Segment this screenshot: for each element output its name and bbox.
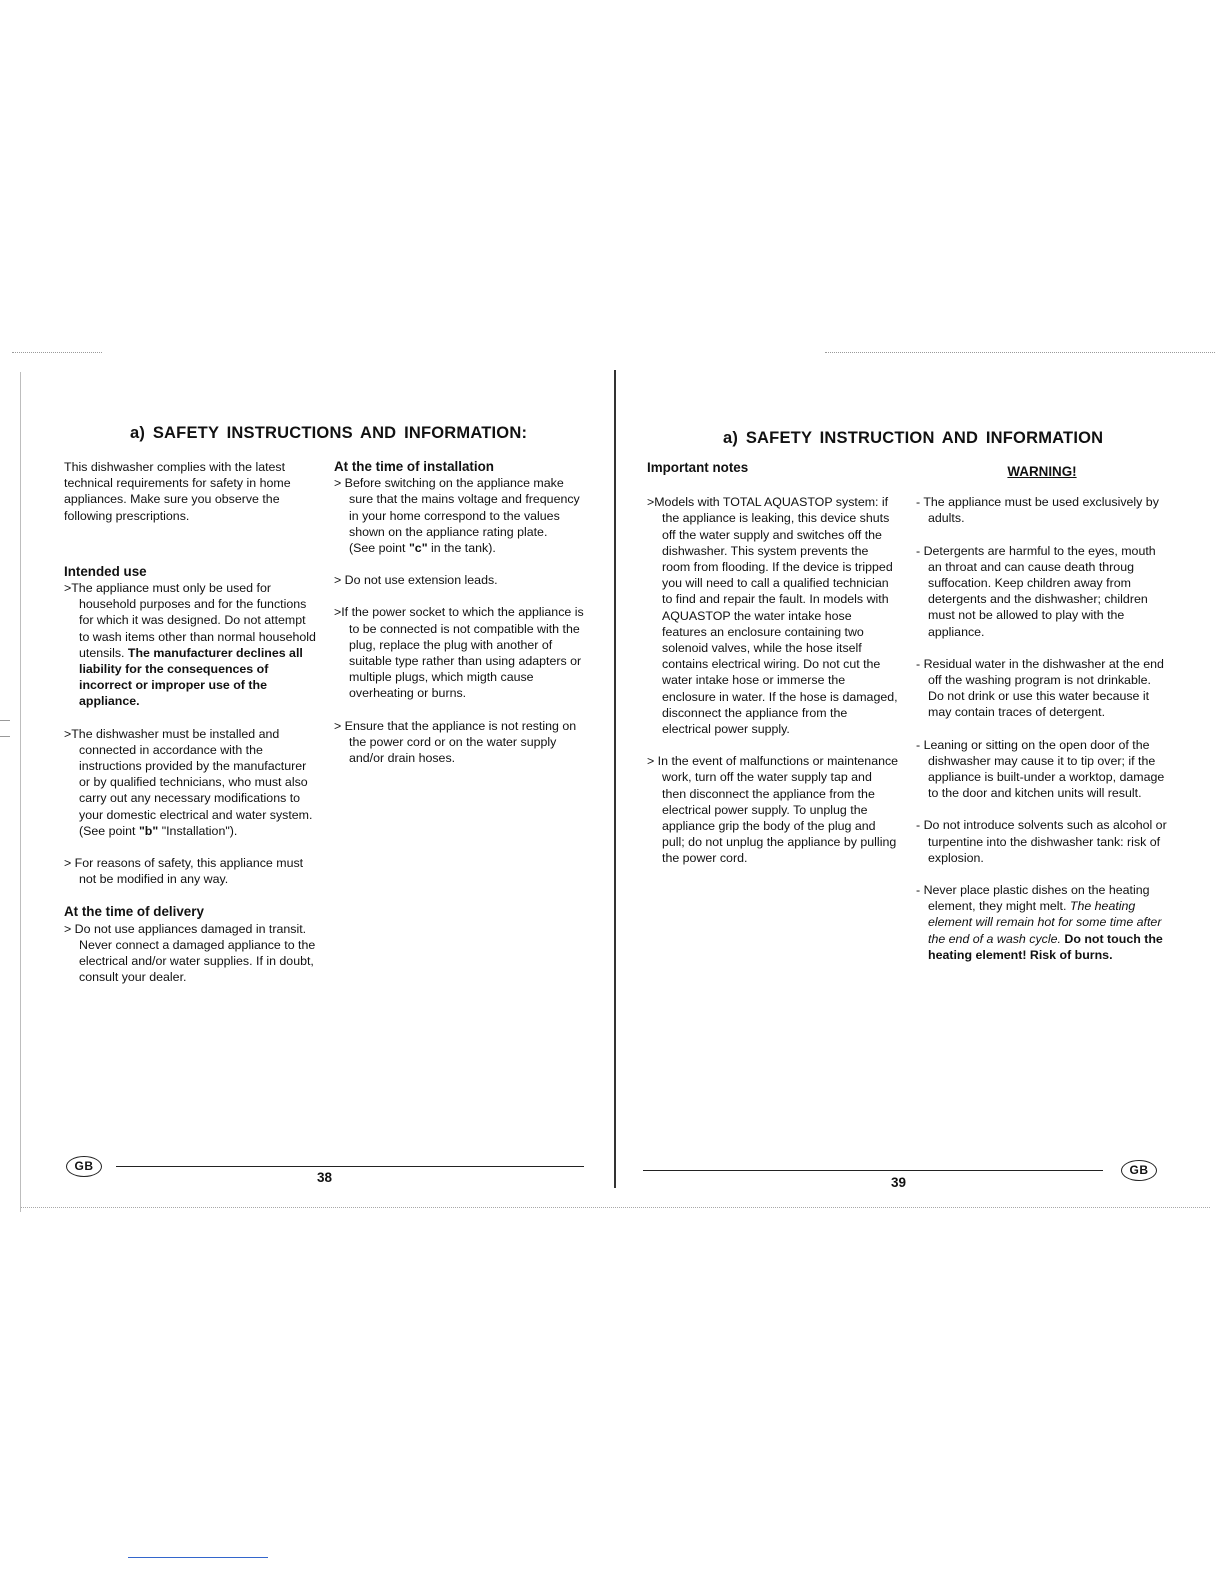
left-page-title: a) SAFETY INSTRUCTIONS AND INFORMATION: bbox=[130, 424, 528, 442]
intended-use-text: >The appliance must only be used for household purposes and for the functions for which it was designed. Do not attempt to wash items other than normal household utensils. bbox=[64, 581, 316, 660]
intended-use-heading: Intended use bbox=[64, 563, 147, 579]
left-column-1 bbox=[64, 459, 316, 985]
installation-requirement-paragraph bbox=[64, 726, 316, 839]
important-notes-heading: Important notes bbox=[647, 460, 749, 475]
scan-left-edge bbox=[20, 372, 21, 1212]
warning-adults: - The appliance must be used exclusively by adults. bbox=[916, 495, 1159, 526]
intended-use-paragraph bbox=[64, 580, 316, 710]
intro-paragraph: This dishwasher complies with the latest technical requirements for safety in home appliances. Make sure you observe the following prescriptions. bbox=[64, 460, 291, 523]
extension-leads-paragraph: > Do not use extension leads. bbox=[334, 573, 498, 588]
malfunction-paragraph: > In the event of malfunctions or maintenance work, turn off the water supply tap and then disconnect the appliance from the electrical power supply. To unplug the appliance grip the body of the plug and pull; do not unplug the appliance by pulling the power cord. bbox=[647, 754, 899, 866]
voltage-check-text: > Before switching on the appliance make sure that the mains voltage and frequency in your home correspond to the values shown on the appliance rating plate. bbox=[334, 476, 580, 539]
right-column-2 bbox=[916, 464, 1168, 963]
right-page-title: a) SAFETY INSTRUCTION AND INFORMATION bbox=[723, 429, 1104, 447]
manufacturer-liability-note: The manufacturer declines all liability for the consequences of incorrect or improper use of the appliance. bbox=[79, 645, 303, 709]
country-badge-gb: GB bbox=[66, 1156, 102, 1177]
bottom-link-underline bbox=[128, 1557, 268, 1558]
tank-reference-text: in the tank). bbox=[427, 541, 496, 556]
heating-element-note: The heating element will remain hot for some time after the end of a wash cycle. bbox=[928, 899, 1162, 946]
installation-reference-text: "Installation"). bbox=[158, 823, 238, 838]
right-footer-rule bbox=[643, 1170, 1103, 1171]
point-c-reference: "c" bbox=[408, 541, 428, 556]
warning-heading: WARNING! bbox=[1007, 464, 1077, 479]
installation-requirement-text: >The dishwasher must be installed and connected in accordance with the instructions provided by the manufacturer or by qualified technicians, who must also carry out any necessary modifications to your domestic electrical and water system.(See point bbox=[64, 726, 313, 838]
warning-residual-water: - Residual water in the dishwasher at the end off the washing program is not drinkable. Do not drink or use this water because it may contain traces of detergent. bbox=[916, 656, 1164, 720]
installation-heading: At the time of installation bbox=[334, 459, 494, 474]
point-c-text: (See point bbox=[349, 541, 409, 556]
warning-detergents: - Detergents are harmful to the eyes, mouth an throat and can cause death throug suffocation. Keep children away from detergents and the dishwasher; children must not be allowed to play with the appliance. bbox=[916, 543, 1156, 639]
power-socket-paragraph: >If the power socket to which the appliance is to be connected is not compatible with the plug, replace the plug with another of suitable type rather than using adapters or multiple plugs, which migth cause overheating or burns. bbox=[334, 605, 584, 701]
delivery-heading: At the time of delivery bbox=[64, 904, 204, 920]
point-b-reference: "b" bbox=[138, 823, 159, 838]
scan-bottom-edge bbox=[20, 1207, 1210, 1208]
scan-top-edge-right bbox=[825, 352, 1215, 353]
voltage-check-paragraph bbox=[334, 475, 586, 556]
warning-plastic-dishes bbox=[916, 882, 1168, 963]
no-modification-paragraph: > For reasons of safety, this appliance must not be modified in any way. bbox=[64, 856, 304, 887]
margin-tick bbox=[0, 720, 10, 721]
right-column-1 bbox=[647, 460, 899, 867]
delivery-paragraph: > Do not use appliances damaged in transit. Never connect a damaged appliance to the electrical and/or water supplies. If in doubt, consult your dealer. bbox=[64, 921, 316, 985]
margin-tick bbox=[0, 736, 10, 737]
left-column-2 bbox=[334, 459, 586, 766]
left-page-number: 38 bbox=[317, 1170, 333, 1185]
scan-top-edge-left bbox=[12, 352, 102, 353]
left-footer-rule bbox=[116, 1166, 584, 1167]
country-badge-gb: GB bbox=[1121, 1160, 1157, 1181]
burn-risk-note: Do not touch the heating element! Risk of burns. bbox=[928, 931, 1163, 962]
page-spine-divider bbox=[614, 370, 616, 1188]
warning-open-door: - Leaning or sitting on the open door of the dishwasher may cause it to tip over; if the appliance is built-under a worktop, damage to the door and kitchen units will result. bbox=[916, 737, 1165, 801]
plastic-dishes-text: - Never place plastic dishes on the heating element, they might melt. bbox=[916, 883, 1150, 914]
warning-solvents: - Do not introduce solvents such as alcohol or turpentine into the dishwasher tank: risk of explosion. bbox=[916, 818, 1167, 865]
right-page-number: 39 bbox=[891, 1175, 907, 1190]
aquastop-paragraph: >Models with TOTAL AQUASTOP system: if the appliance is leaking, this device shuts off the water supply and switches off the dishwasher. This system prevents the room from flooding. If the device is tripped you will need to call a qualified technician to find and repair the fault. In models with AQUASTOP the water intake hose features an enclosure containing two solenoid valves, while the hose itself contains electrical wiring. Do not cut the water intake hose or immerse the enclosure in water. If the hose is damaged, disconnect the appliance from the electrical power supply. bbox=[647, 495, 898, 737]
power-cord-paragraph: > Ensure that the appliance is not resting on the power cord or on the water supply and/or drain hoses. bbox=[334, 718, 577, 766]
